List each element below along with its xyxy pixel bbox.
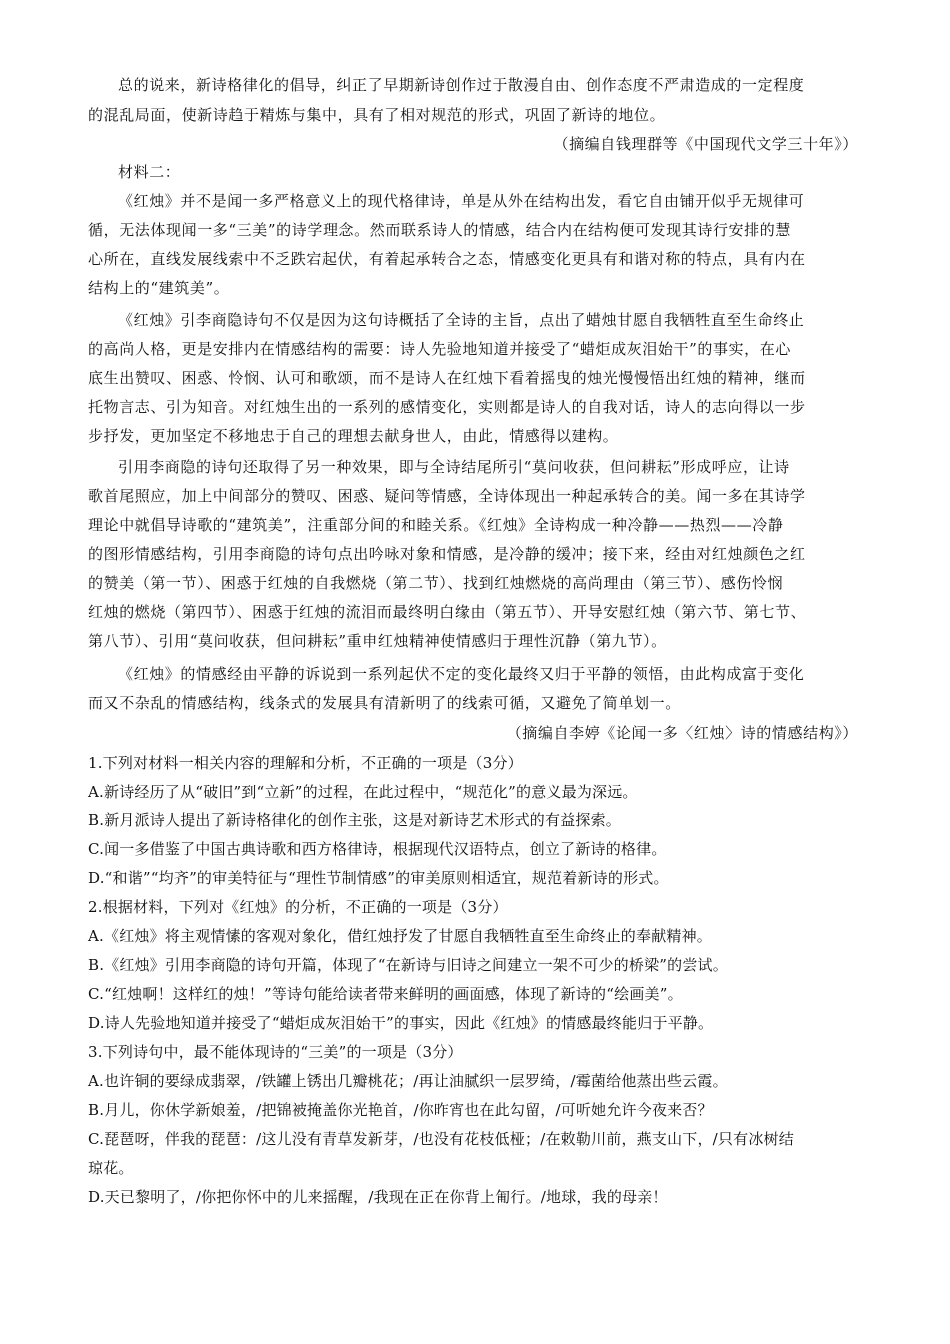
paragraph-line: 总的说来，新诗格律化的倡导，纠正了早期新诗创作过于散漫自由、创作态度不严肃造成的一定程度 [118, 76, 805, 94]
paragraph-line: 托物言志、引为知音。对红烛生出的一系列的感情变化，实则都是诗人的自我对话，诗人的志向得以一步 [88, 398, 806, 416]
question-option: A.《红烛》将主观情愫的客观对象化，借红烛抒发了甘愿自我牺牲直至生命终止的奉献精神。 [88, 927, 713, 945]
paragraph-line: 而又不杂乱的情感结构，线条式的发展具有清新明了的线索可循，又避免了简单划一。 [88, 694, 681, 712]
question-option: B.新月派诗人提出了新诗格律化的创作主张，这是对新诗艺术形式的有益探索。 [88, 811, 621, 829]
paragraph-line: 引用李商隐的诗句还取得了另一种效果，即与全诗结尾所引“莫问收获，但问耕耘”形成呼应，让诗 [118, 458, 790, 476]
question-option: D.诗人先验地知道并接受了“蜡炬成灰泪始干”的事实，因此《红烛》的情感最终能归于平静。 [88, 1014, 714, 1032]
question-option: A.也许铜的要绿成翡翠，/铁罐上锈出几瓣桃花；/再让油腻织一层罗绮，/霉菌给他蒸出些云霞。 [88, 1072, 728, 1090]
question-option: D.“和谐”“均齐”的审美特征与“理性节制情感”的审美原则相适宜，规范着新诗的形式。 [88, 869, 669, 887]
question-option: D.天已黎明了，/你把你怀中的儿来摇醒，/我现在正在你背上匍行。/地球，我的母亲！ [88, 1188, 668, 1206]
paragraph-line: 结构上的“建筑美”。 [88, 279, 230, 297]
paragraph-line: 歌首尾照应，加上中间部分的赞叹、困惑、疑问等情感，全诗体现出一种起承转合的美。闻一多在其诗学 [88, 487, 806, 505]
paragraph-line: 《红烛》的情感经由平静的诉说到一系列起伏不定的变化最终又归于平静的领悟，由此构成富于变化 [118, 665, 805, 683]
question-option: A.新诗经历了从“破旧”到“立新”的过程，在此过程中，“规范化”的意义最为深远。 [88, 783, 638, 801]
question-option: 琼花。 [88, 1159, 134, 1177]
paragraph-line: 心所在，直线发展线索中不乏跌宕起伏，有着起承转合之态，情感变化更具有和谐对称的特点，具有内在 [88, 250, 806, 268]
question-stem: 2.根据材料，下列对《红烛》的分析，不正确的一项是（3分） [88, 898, 508, 916]
paragraph-line: 的赞美（第一节）、困惑于红烛的自我燃烧（第二节）、找到红烛燃烧的高尚理由（第三节）、感伤怜悯 [88, 574, 784, 592]
question-option: B.《红烛》引用李商隐的诗句开篇，体现了“在新诗与旧诗之间建立一架不可少的桥梁”的尝试。 [88, 956, 728, 974]
paragraph-line: 的高尚人格，更是安排内在情感结构的需要：诗人先验地知道并接受了“蜡炬成灰泪始干”的事实，在心 [88, 340, 791, 358]
paragraph-line: 循，无法体现闻一多“三美”的诗学理念。然而联系诗人的情感，结合内在结构便可发现其诗行安排的慧 [88, 221, 791, 239]
question-option: C.“红烛啊！这样红的烛！”等诗句能给读者带来鲜明的画面感，体现了新诗的“绘画美”。 [88, 985, 683, 1003]
source-citation: （摘编自李婷《论闻一多〈红烛〉诗的情感结构》） [506, 724, 858, 742]
question-stem: 1.下列对材料一相关内容的理解和分析，不正确的一项是（3分） [88, 754, 523, 772]
paragraph-line: 红烛的燃烧（第四节）、困惑于红烛的流泪而最终明白缘由（第五节）、开导安慰红烛（第六节、第七节、 [88, 603, 807, 621]
question-option: C.琵琶呀，伴我的琵琶：/这儿没有青草发新芽，/也没有花枝低桠；/在敕勒川前，燕支山下，/只有冰树结 [88, 1130, 794, 1148]
paragraph-line: 第八节）、引用“莫问收获，但问耕耘”重申红烛精神使情感归于理性沉静（第九节）。 [88, 632, 667, 650]
question-option: C.闻一多借鉴了中国古典诗歌和西方格律诗，根据现代汉语特点，创立了新诗的格律。 [88, 840, 667, 858]
paragraph-line: 步抒发，更加坚定不移地忠于自己的理想去献身世人，由此，情感得以建构。 [88, 427, 619, 445]
paragraph-line: 的混乱局面，使新诗趋于精炼与集中，具有了相对规范的形式，巩固了新诗的地位。 [88, 106, 666, 124]
paragraph-line: 的图形情感结构，引用李商隐的诗句点出吟咏对象和情感，是冷静的缓冲；接下来，经由对红烛颜色之红 [88, 545, 806, 563]
section-heading: 材料二： [118, 163, 181, 181]
question-option: B.月儿，你休学新娘羞，/把锦被掩盖你光艳首，/你昨宵也在此勾留，/可听她允许今夜来否？ [88, 1101, 713, 1119]
paragraph-line: 《红烛》引李商隐诗句不仅是因为这句诗概括了全诗的主旨，点出了蜡烛甘愿自我牺牲直至生命终止 [118, 311, 805, 329]
paragraph-line: 《红烛》并不是闻一多严格意义上的现代格律诗，单是从外在结构出发，看它自由铺开似乎无规律可 [118, 192, 805, 210]
question-stem: 3.下列诗句中，最不能体现诗的“三美”的一项是（3分） [88, 1043, 463, 1061]
source-citation: （摘编自钱理群等《中国现代文学三十年》） [553, 135, 858, 153]
paragraph-line: 底生出赞叹、困惑、怜悯、认可和歌颂，而不是诗人在红烛下看着摇曳的烛光慢慢悟出红烛的精神，继而 [88, 369, 806, 387]
paragraph-line: 理论中就倡导诗歌的“建筑美”，注重部分间的和睦关系。《红烛》全诗构成一种冷静——热烈——冷静 [88, 516, 784, 534]
